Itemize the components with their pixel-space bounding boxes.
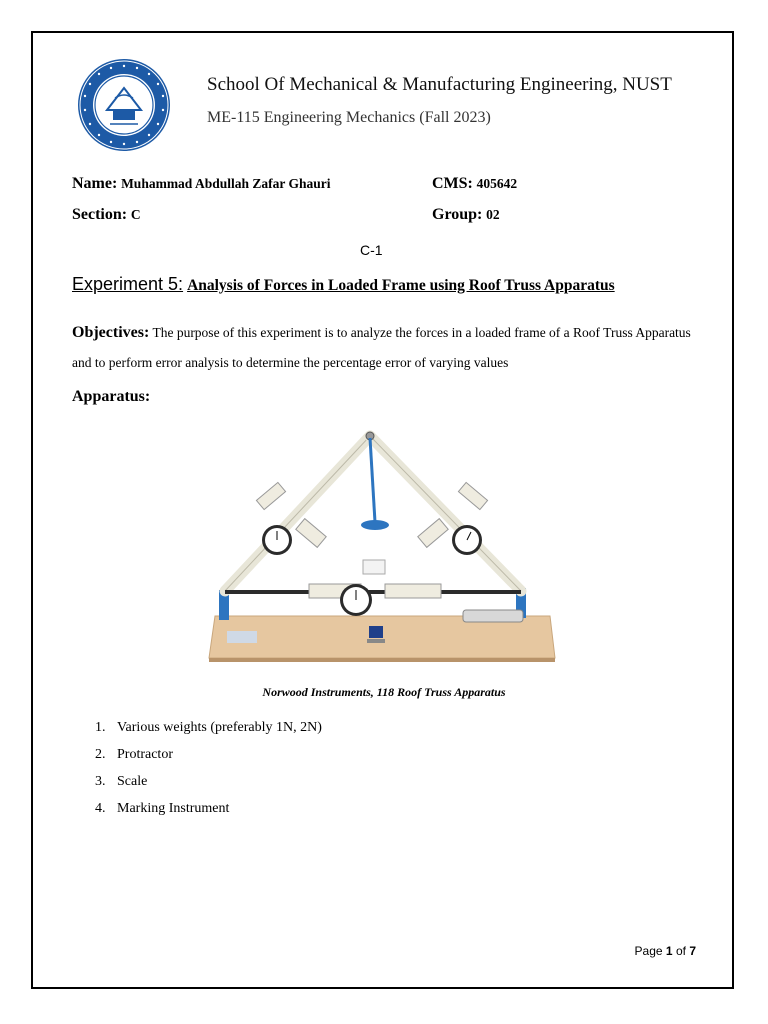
class-code: C-1	[360, 242, 383, 258]
experiment-heading	[72, 274, 615, 295]
group-value: 02	[486, 207, 500, 222]
experiment-title: Analysis of Forces in Loaded Frame using Roof Truss Apparatus	[187, 277, 615, 294]
roof-truss-apparatus-image	[205, 426, 560, 662]
list-item: 4. Marking Instrument	[95, 801, 230, 816]
page-number: Page 1 of 7	[634, 944, 696, 958]
course-title: ME-115 Engineering Mechanics (Fall 2023)	[207, 109, 491, 126]
objectives-label: Objectives:	[72, 324, 150, 341]
figure-caption: Norwood Instruments, 118 Roof Truss Apparatus	[262, 685, 506, 699]
section	[72, 206, 141, 224]
cms-label: CMS:	[432, 175, 473, 192]
section-value: C	[130, 207, 141, 222]
cms-id	[432, 175, 517, 193]
school-name: School Of Mechanical & Manufacturing Engineering, NUST	[207, 74, 672, 95]
section-label: Section:	[72, 206, 128, 223]
apparatus-list	[95, 719, 322, 827]
list-item: 2. Protractor	[95, 747, 173, 762]
list-item: 1. Various weights (preferably 1N, 2N)	[95, 720, 322, 735]
objectives-text: The purpose of this experiment is to analyze the forces in a loaded frame of a Roof Truss Apparatus and to perform error analysis to determine the percentage error of varying values	[72, 325, 691, 370]
objectives-paragraph	[72, 318, 702, 378]
list-item: 3. Scale	[95, 774, 148, 789]
apparatus-heading: Apparatus:	[72, 388, 151, 405]
name-value: Muhammad Abdullah Zafar Ghauri	[121, 176, 331, 191]
group	[432, 206, 500, 224]
name-label: Name:	[72, 175, 118, 192]
nust-logo-icon	[77, 58, 171, 152]
group-label: Group:	[432, 206, 483, 223]
student-name	[72, 175, 331, 193]
cms-value: 405642	[476, 176, 518, 191]
experiment-label: Experiment 5:	[72, 274, 184, 294]
